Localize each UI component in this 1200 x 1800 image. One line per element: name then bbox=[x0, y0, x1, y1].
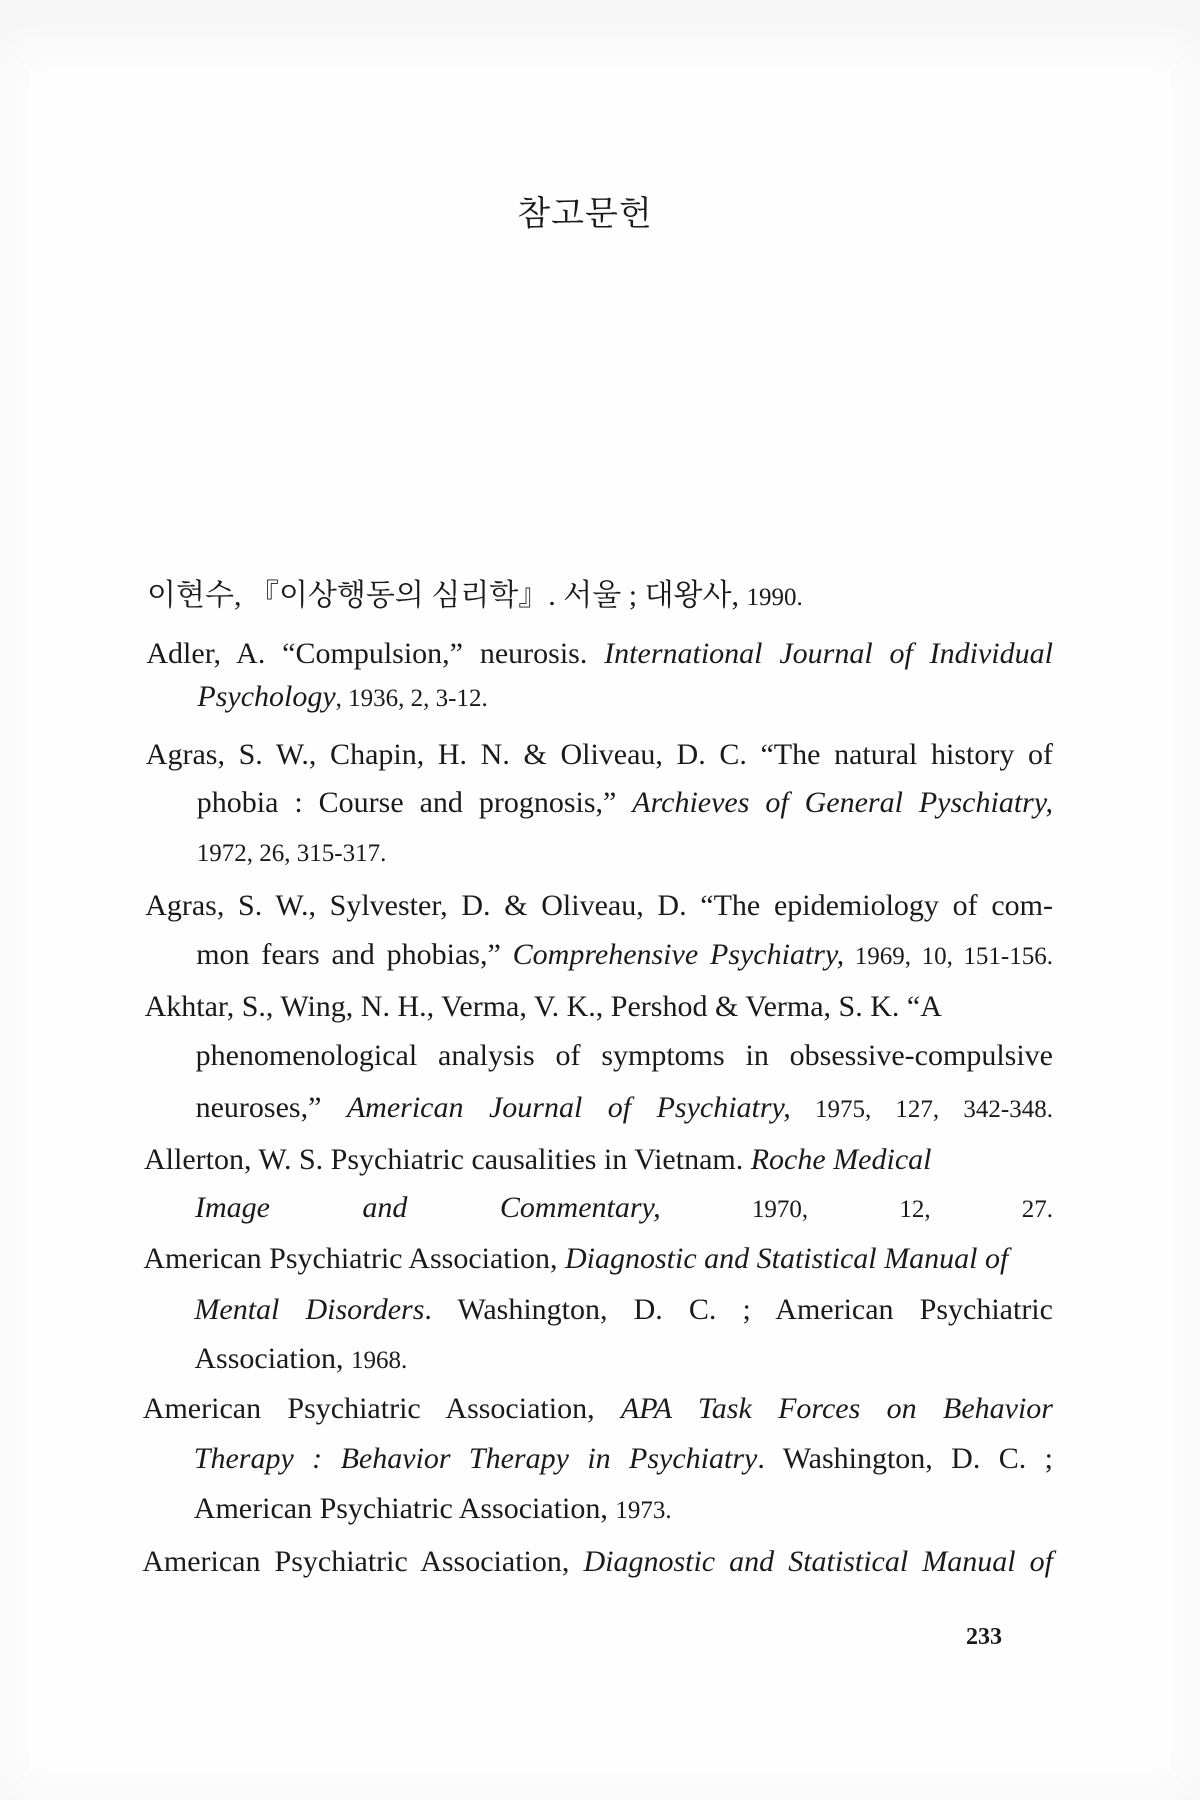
reference-line bbox=[147, 578, 1053, 614]
reference-title-text: Diagnostic and Statistical Manual of bbox=[583, 1545, 1053, 1578]
reference-title-text: Mental Disorders bbox=[194, 1293, 425, 1326]
reference-text: Akhtar, S., Wing, N. H., Verma, V. K., Pershod & Verma, S. K. “A bbox=[144, 990, 942, 1023]
reference-line bbox=[143, 1241, 1053, 1277]
reference-title-text: Diagnostic and Statistical Manual of bbox=[564, 1242, 1009, 1275]
reference-text: 1968. bbox=[351, 1347, 408, 1374]
reference-title-text: Therapy : Behavior Therapy in Psychiatry bbox=[193, 1442, 758, 1475]
reference-text: , 1936, 2, 3-12. bbox=[335, 685, 488, 712]
reference-line bbox=[194, 1491, 1053, 1527]
page-number: 233 bbox=[966, 1624, 1002, 1650]
reference-text: American Psychiatric Association, bbox=[142, 1545, 584, 1578]
reference-line bbox=[194, 1341, 1053, 1377]
reference-title-text: Psychology bbox=[197, 680, 336, 713]
reference-text: phobia : Course and prognosis,” bbox=[196, 786, 633, 819]
reference-line bbox=[146, 636, 1053, 672]
reference-title-text: Comprehensive Psychiatry, bbox=[512, 938, 845, 971]
reference-text: 이현수, 『이상행동의 심리학』. 서울 ; 대왕사, bbox=[147, 579, 747, 612]
reference-title-text: Roche Medical bbox=[750, 1143, 932, 1176]
reference-line bbox=[146, 737, 1053, 773]
reference-text: American Psychiatric Association, bbox=[143, 1242, 565, 1275]
reference-text: American Psychiatric Association, bbox=[142, 1392, 621, 1425]
reference-line bbox=[142, 1544, 1053, 1580]
reference-title-text: Archieves of General Pyschiatry, bbox=[632, 786, 1053, 819]
reference-line bbox=[196, 937, 1053, 973]
reference-line bbox=[197, 679, 1053, 715]
reference-title-text: APA Task Forces on Behavior bbox=[620, 1392, 1053, 1425]
reference-text: Agras, S. W., Sylvester, D. & Oliveau, D. “The epidemiology of com- bbox=[145, 889, 1053, 922]
reference-text: 1972, 26, 315-317. bbox=[196, 840, 387, 867]
reference-text: Association, bbox=[194, 1342, 352, 1375]
reference-text: Adler, A. “Compulsion,” neurosis. bbox=[146, 637, 605, 670]
reference-line bbox=[195, 1190, 1053, 1226]
reference-text: American Psychiatric Association, bbox=[193, 1492, 616, 1525]
reference-line bbox=[194, 1441, 1053, 1477]
reference-line bbox=[194, 1292, 1053, 1328]
reference-title-text: International Journal of Individual bbox=[604, 637, 1053, 670]
reference-text: . Washington, D. C. ; bbox=[757, 1442, 1053, 1475]
reference-text: mon fears and phobias,” bbox=[196, 938, 513, 971]
reference-text: phenomenological analysis of symptoms in obsessive-compulsive bbox=[195, 1039, 1053, 1072]
reference-text: 1970, 12, 27. bbox=[660, 1196, 1054, 1223]
reference-line bbox=[196, 1038, 1053, 1074]
reference-line bbox=[196, 1090, 1053, 1126]
reference-text: . Washington, D. C. ; American Psychiatric bbox=[424, 1293, 1053, 1326]
reference-text: 1990. bbox=[746, 584, 803, 611]
reference-line bbox=[197, 834, 1053, 870]
reference-text: 1969, 10, 151-156. bbox=[844, 943, 1053, 970]
reference-line bbox=[145, 989, 1053, 1025]
reference-text: Agras, S. W., Chapin, H. N. & Oliveau, D. C. “The natural history of bbox=[145, 738, 1053, 771]
reference-line bbox=[197, 785, 1053, 821]
reference-line bbox=[144, 1142, 1053, 1178]
page-title: 참고문헌 bbox=[517, 194, 653, 234]
reference-line bbox=[145, 888, 1053, 924]
reference-text: Allerton, W. S. Psychiatric causalities in Vietnam. bbox=[144, 1143, 751, 1176]
reference-text: 1975, 127, 342-348. bbox=[790, 1096, 1053, 1123]
reference-text: 1973. bbox=[615, 1497, 672, 1524]
reference-text: neuroses,” bbox=[195, 1091, 347, 1124]
reference-line bbox=[143, 1391, 1053, 1427]
reference-title-text: American Journal of Psychiatry, bbox=[346, 1091, 791, 1124]
reference-title-text: Image and Commentary, bbox=[195, 1191, 661, 1224]
